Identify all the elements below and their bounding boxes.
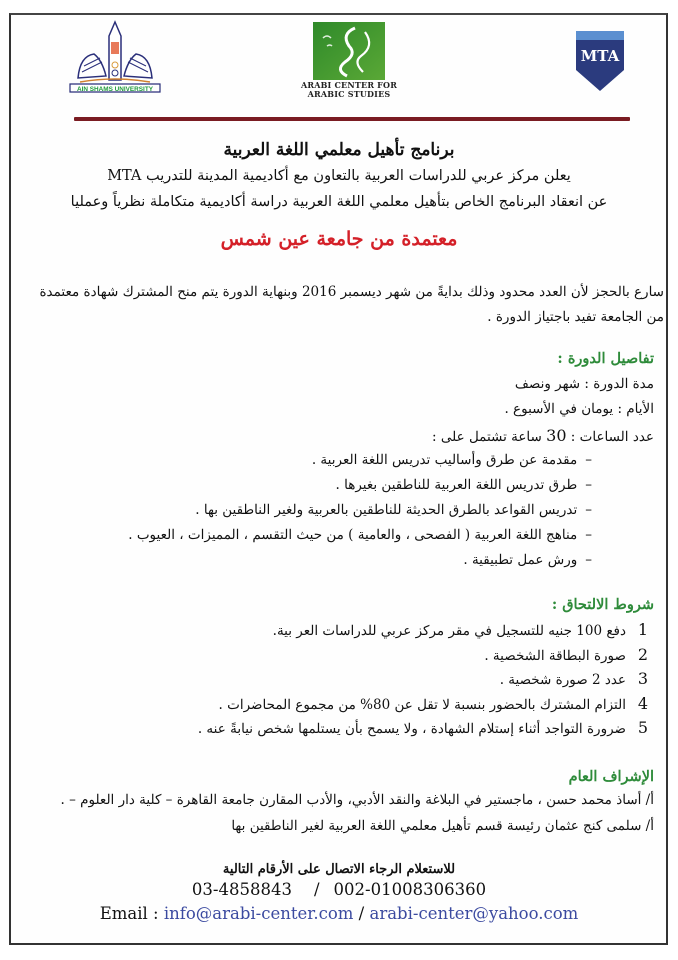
program-title: برنامج تأهيل معلمي اللغة العربية bbox=[223, 140, 455, 160]
arabi-center-logo-text: ARABI CENTER FOR ARABIC STUDIES bbox=[300, 80, 398, 99]
course-details-heading: تفاصيل الدورة : bbox=[557, 350, 654, 367]
bullet-dash: – bbox=[585, 477, 592, 493]
requirement-number: 5 bbox=[637, 718, 649, 737]
course-hours bbox=[432, 426, 654, 445]
topic-text: تدريس القواعد بالطرق الحديثة للناطقين بالعربية ولغير الناطقين بها . bbox=[195, 502, 578, 518]
intro-paragraph: سارع بالحجز لأن العدد محدود وذلك بدايةً من شهر ديسمبر 2016 وبنهاية الدورة يتم منح المشترك شهادة معتمدة من الجامعة تفيد باجتياز الدورة . bbox=[39, 284, 664, 325]
hours-prefix: عدد الساعات : bbox=[566, 429, 654, 445]
hours-suffix: ساعة تشتمل على : bbox=[432, 429, 547, 445]
requirements-list bbox=[198, 618, 652, 741]
logo-text: MTA bbox=[580, 47, 620, 65]
mta-logo bbox=[575, 30, 625, 92]
course-days: الأيام : يومان في الأسبوع . bbox=[504, 401, 654, 417]
topic-item bbox=[128, 523, 592, 548]
topic-text: مقدمة عن طرق وأساليب تدريس اللغة العربية . bbox=[311, 452, 578, 468]
requirement-item bbox=[198, 667, 652, 692]
topic-text: ورش عمل تطبيقية . bbox=[463, 552, 578, 568]
topic-item bbox=[128, 473, 592, 498]
phone-2[interactable]: 002-01008306360 bbox=[333, 880, 487, 899]
ain-shams-university-logo bbox=[66, 20, 164, 96]
announcement-line-2: عن انعقاد البرنامج الخاص بتأهيل معلمي اللغة العربية دراسة أكاديمية متكاملة نظرياً وعمليا bbox=[70, 194, 608, 210]
email-line bbox=[20, 904, 658, 923]
requirement-number: 4 bbox=[637, 693, 649, 713]
email-link-1[interactable]: info@arabi-center.com bbox=[163, 904, 354, 923]
email-link-2[interactable]: arabi-center@yahoo.com bbox=[369, 904, 579, 923]
requirement-number: 2 bbox=[637, 644, 649, 664]
requirement-item bbox=[198, 618, 652, 643]
requirements-heading: شروط الالتحاق : bbox=[551, 596, 654, 613]
course-duration: مدة الدورة : شهر ونصف bbox=[514, 376, 654, 392]
topic-text: مناهج اللغة العربية ( الفصحى ، والعامية ) من حيث التقسم ، المميزات ، العيوب . bbox=[128, 527, 578, 543]
requirement-number: 3 bbox=[637, 669, 649, 688]
bullet-dash: – bbox=[585, 452, 592, 468]
bullet-dash: – bbox=[585, 527, 592, 543]
arabi-center-logo bbox=[305, 20, 393, 82]
accreditation-text: معتمدة من جامعة عين شمس bbox=[220, 228, 458, 250]
requirement-text: صورة البطاقة الشخصية . bbox=[484, 647, 626, 664]
supervision-heading: الإشراف العام bbox=[568, 768, 654, 785]
bullet-dash: – bbox=[585, 502, 592, 518]
supervisor-2: أ/ سلمى كنج عثمان رئيسة قسم تأهيل معلمي اللغة العربية لغير الناطقين بها bbox=[231, 818, 654, 834]
course-topics-list bbox=[128, 448, 592, 573]
email-label: Email : bbox=[99, 904, 164, 923]
requirement-item bbox=[198, 692, 652, 717]
bullet-dash: – bbox=[585, 552, 592, 568]
phone-1[interactable]: 03-4858843 bbox=[191, 880, 292, 899]
email-separator: / bbox=[353, 904, 370, 923]
hours-value: 30 bbox=[546, 426, 567, 445]
requirement-text: التزام المشترك بالحضور بنسبة لا تقل عن 80% من مجموع المحاضرات . bbox=[218, 696, 626, 713]
requirement-item bbox=[198, 716, 652, 741]
requirement-number: 1 bbox=[637, 620, 649, 639]
topic-item bbox=[128, 548, 592, 573]
logo-text: AIN SHAMS UNIVERSITY bbox=[77, 86, 153, 93]
requirement-text: عدد 2 صورة شخصية . bbox=[499, 672, 626, 688]
header-divider bbox=[74, 117, 630, 121]
requirement-text: دفع 100 جنيه للتسجيل في مقر مركز عربي للدراسات العر بية. bbox=[272, 623, 626, 639]
topic-text: طرق تدريس اللغة العربية للناطقين بغيرها . bbox=[335, 477, 578, 493]
phone-numbers bbox=[20, 880, 658, 899]
phone-separator: / bbox=[313, 880, 320, 899]
requirement-text: ضرورة التواجد أثناء إستلام الشهادة ، ولا يسمح بأن يستلمها شخص نيابةً عنه . bbox=[197, 721, 626, 737]
contact-label: للاستعلام الرجاء الاتصال على الأرقام التالية bbox=[222, 862, 456, 877]
requirement-item bbox=[198, 643, 652, 668]
topic-item bbox=[128, 448, 592, 473]
topic-item bbox=[128, 498, 592, 523]
announcement-line-1: يعلن مركز عربي للدراسات العربية بالتعاون مع أكاديمية المدينة للتدريب MTA bbox=[107, 168, 571, 184]
supervisor-1: أ/ أساذ محمد حسن ، ماجستير في البلاغة والنقد الأدبي، والأدب المقارن جامعة القاهرة – كلية دار العلوم – . bbox=[60, 792, 654, 808]
